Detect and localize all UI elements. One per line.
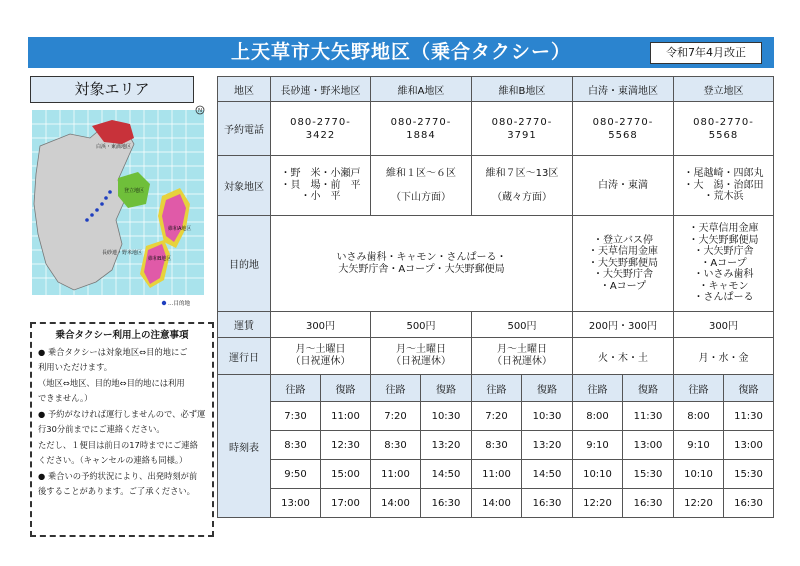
destination-item: ・キャモン xyxy=(698,280,749,292)
map-label-nagasare: 長砂連・野米地区 xyxy=(102,250,143,256)
fare-nagasare: 300円 xyxy=(271,312,371,338)
destination-item: ・天草信用金庫 xyxy=(588,246,658,258)
area-item: 維和７区～13区 xyxy=(485,167,559,179)
destination-item: ・Aコープ xyxy=(700,257,747,269)
days-row xyxy=(218,338,774,375)
timetable-row xyxy=(218,431,774,460)
phone-line: 5568 xyxy=(708,129,739,141)
time-cell: 7:20 xyxy=(472,402,522,431)
phone-line: 080-2770- xyxy=(491,116,553,128)
destination-shared xyxy=(271,216,573,312)
dir-return: 復路 xyxy=(522,375,573,402)
timetable-row xyxy=(218,460,774,489)
time-cell: 11:30 xyxy=(623,402,674,431)
time-cell: 14:00 xyxy=(371,489,421,518)
legend-label: …目的地 xyxy=(168,301,191,307)
time-cell: 14:50 xyxy=(522,460,573,489)
destination-item: ・さんぱーる xyxy=(693,292,754,304)
district-iwa-b: 維和B地区 xyxy=(472,77,573,102)
time-cell: 16:30 xyxy=(421,489,472,518)
area-item: ・尾越崎・四郎丸 xyxy=(683,168,764,180)
map-label-shirahama: 白浜・東満地区 xyxy=(96,144,132,150)
days-line: 月～土曜日 xyxy=(396,344,446,355)
timetable-row xyxy=(218,489,774,518)
map-label-noboritate: 登立地区 xyxy=(124,188,145,194)
time-cell: 14:50 xyxy=(421,460,472,489)
row-label-days: 運行日 xyxy=(218,338,271,375)
time-cell: 9:10 xyxy=(674,431,724,460)
time-cell: 12:30 xyxy=(321,431,371,460)
phone-line: 080-2770- xyxy=(290,116,351,128)
days-noboritate: 月・水・金 xyxy=(674,338,774,375)
phone-line: 080-2770- xyxy=(390,116,452,128)
notes-line: ● 乗合タクシーは対象地区⇔目的地にご xyxy=(38,346,188,357)
time-cell: 11:00 xyxy=(472,460,522,489)
district-iwa-a: 維和A地区 xyxy=(371,77,472,102)
area-row xyxy=(218,156,774,216)
time-cell: 7:30 xyxy=(271,402,321,431)
time-cell: 9:10 xyxy=(573,431,623,460)
time-cell: 11:00 xyxy=(371,460,421,489)
phone-row xyxy=(218,102,774,156)
time-cell: 8:00 xyxy=(674,402,724,431)
time-cell: 8:00 xyxy=(573,402,623,431)
phone-line: 080-2770- xyxy=(693,116,754,128)
days-line: （日祝運休） xyxy=(391,356,451,367)
time-cell: 15:30 xyxy=(724,460,774,489)
district-nagasare: 長砂連・野米地区 xyxy=(271,77,371,102)
notes-line: 後することがあります。ご了承ください。 xyxy=(38,486,195,496)
time-cell: 17:00 xyxy=(321,489,371,518)
area-title: 対象エリア xyxy=(30,76,194,103)
time-cell: 16:30 xyxy=(724,489,774,518)
fare-row xyxy=(218,312,774,338)
fare-iwa-b: 500円 xyxy=(472,312,573,338)
page-title: 上天草市大矢野地区（乗合タクシー） xyxy=(28,37,774,68)
days-iwa-b xyxy=(472,338,573,375)
dir-outbound: 往路 xyxy=(371,375,421,402)
phone-line: 5568 xyxy=(608,129,638,141)
notes-line: できません。） xyxy=(38,393,93,403)
time-cell: 9:50 xyxy=(271,460,321,489)
phone-line: 1884 xyxy=(406,129,436,141)
time-cell: 8:30 xyxy=(271,431,321,460)
time-cell: 10:30 xyxy=(421,402,472,431)
service-table xyxy=(217,76,774,518)
area-iwa-a xyxy=(371,156,472,216)
dir-return: 復路 xyxy=(724,375,774,402)
days-line: （日祝運休） xyxy=(492,356,552,367)
area-spacer xyxy=(371,180,471,192)
time-cell: 13:00 xyxy=(724,431,774,460)
destination-item: ・大矢野庁舎 xyxy=(593,269,653,281)
time-cell: 15:00 xyxy=(321,460,371,489)
destination-item: ・Aコープ xyxy=(599,280,647,292)
destination-noboritate xyxy=(674,216,774,312)
fare-noboritate: 300円 xyxy=(674,312,774,338)
time-cell: 14:00 xyxy=(472,489,522,518)
time-cell: 13:00 xyxy=(623,431,674,460)
destination-row xyxy=(218,216,774,312)
destination-item: ・いさみ歯科 xyxy=(693,269,754,281)
fare-shirahama: 200円・300円 xyxy=(573,312,674,338)
time-cell: 12:20 xyxy=(573,489,623,518)
district-row xyxy=(218,77,774,102)
timetable-dir-row xyxy=(218,375,774,402)
notes-title: 乗合タクシー利用上の注意事項 xyxy=(55,330,189,341)
notes-line: ● 乗合いの予約状況により、出発時刻が前 xyxy=(38,470,198,481)
days-line: （日祝運休） xyxy=(290,356,351,367)
destination-item: ・大矢野庁舎 xyxy=(693,246,754,258)
time-cell: 15:30 xyxy=(623,460,674,489)
time-cell: 12:20 xyxy=(674,489,724,518)
area-map xyxy=(30,104,208,310)
legend-marker-icon xyxy=(162,301,166,305)
phone-line: 3791 xyxy=(507,129,537,141)
area-item: ・野 米・小瀬戸 xyxy=(280,168,361,180)
notes-line: 行30分前までにご連絡ください。 xyxy=(38,424,165,434)
area-item: （下山方面） xyxy=(391,191,451,203)
row-label-area: 対象地区 xyxy=(218,156,271,216)
area-item: （蔵々方面） xyxy=(492,191,552,203)
area-item: ・大 潟・治郎田 xyxy=(683,179,764,191)
row-label-phone: 予約電話 xyxy=(218,102,271,156)
notes-line: （地区⇔地区、目的地⇔目的地には利用 xyxy=(38,377,185,388)
days-line: 月～土曜日 xyxy=(295,344,346,355)
area-item: ・荒木浜 xyxy=(703,191,744,203)
destination-line: いさみ歯科・キャモン・さんぱーる・ xyxy=(336,252,507,263)
notes-line: ● 予約がなければ運行しませんので、必ず運 xyxy=(38,408,206,419)
area-iwa-b xyxy=(472,156,573,216)
dir-outbound: 往路 xyxy=(674,375,724,402)
dir-return: 復路 xyxy=(321,375,371,402)
days-shirahama: 火・木・土 xyxy=(573,338,674,375)
destination-item: ・登立バス停 xyxy=(593,234,653,246)
destination-item: ・天草信用金庫 xyxy=(688,223,759,235)
time-cell: 13:20 xyxy=(522,431,573,460)
destination-item: ・大矢野郵便局 xyxy=(688,234,759,246)
area-nagasare xyxy=(271,156,371,216)
time-cell: 16:30 xyxy=(522,489,573,518)
phone-iwa-b xyxy=(472,102,573,156)
phone-nagasare xyxy=(271,102,371,156)
notes-box xyxy=(30,322,214,537)
dir-return: 復路 xyxy=(623,375,674,402)
phone-line: 080-2770- xyxy=(592,116,654,128)
row-label-district: 地区 xyxy=(218,77,271,102)
notes-line: 利用いただけます。 xyxy=(38,362,113,372)
notes-line: ください。（キャンセルの連絡も同様。） xyxy=(38,455,188,465)
area-item: ・貝 場・前 平 xyxy=(280,179,361,191)
time-cell: 8:30 xyxy=(371,431,421,460)
row-label-timetable: 時刻表 xyxy=(218,375,271,518)
days-line: 月～土曜日 xyxy=(497,344,547,355)
phone-noboritate xyxy=(674,102,774,156)
destination-line: 大矢野庁舎・Aコープ・大矢野郵便局 xyxy=(338,263,505,275)
area-item: ・小 平 xyxy=(300,191,341,203)
time-cell: 11:30 xyxy=(724,402,774,431)
dir-outbound: 往路 xyxy=(573,375,623,402)
time-cell: 8:30 xyxy=(472,431,522,460)
days-nagasare xyxy=(271,338,371,375)
phone-iwa-a xyxy=(371,102,472,156)
dir-return: 復路 xyxy=(421,375,472,402)
area-item: 維和１区～６区 xyxy=(386,167,456,179)
destination-shirahama xyxy=(573,216,674,312)
fare-iwa-a: 500円 xyxy=(371,312,472,338)
row-label-destination: 目的地 xyxy=(218,216,271,312)
map-graphic xyxy=(30,104,208,310)
time-cell: 13:00 xyxy=(271,489,321,518)
phone-line: 3422 xyxy=(305,129,336,141)
phone-shirahama xyxy=(573,102,674,156)
row-label-fare: 運賃 xyxy=(218,312,271,338)
days-iwa-a xyxy=(371,338,472,375)
district-noboritate: 登立地区 xyxy=(674,77,774,102)
map-label-iwa-b: 維和B地区 xyxy=(148,256,172,262)
time-cell: 13:20 xyxy=(421,431,472,460)
map-label-iwa-a: 維和A地区 xyxy=(168,226,192,232)
area-shirahama: 白涛・東満 xyxy=(573,156,674,216)
time-cell: 16:30 xyxy=(623,489,674,518)
time-cell: 10:10 xyxy=(674,460,724,489)
revision-badge: 令和7年4月改正 xyxy=(650,42,762,64)
dir-outbound: 往路 xyxy=(271,375,321,402)
district-shirahama: 白涛・東満地区 xyxy=(573,77,674,102)
area-noboritate xyxy=(674,156,774,216)
destination-item: ・大矢野郵便局 xyxy=(588,257,658,269)
time-cell: 10:30 xyxy=(522,402,573,431)
time-cell: 7:20 xyxy=(371,402,421,431)
dir-outbound: 往路 xyxy=(472,375,522,402)
area-spacer xyxy=(472,180,572,192)
timetable-row xyxy=(218,402,774,431)
notes-line: ただし、１便目は前日の17時までにご連絡 xyxy=(38,439,198,450)
time-cell: 11:00 xyxy=(321,402,371,431)
time-cell: 10:10 xyxy=(573,460,623,489)
north-label: N xyxy=(197,108,203,115)
